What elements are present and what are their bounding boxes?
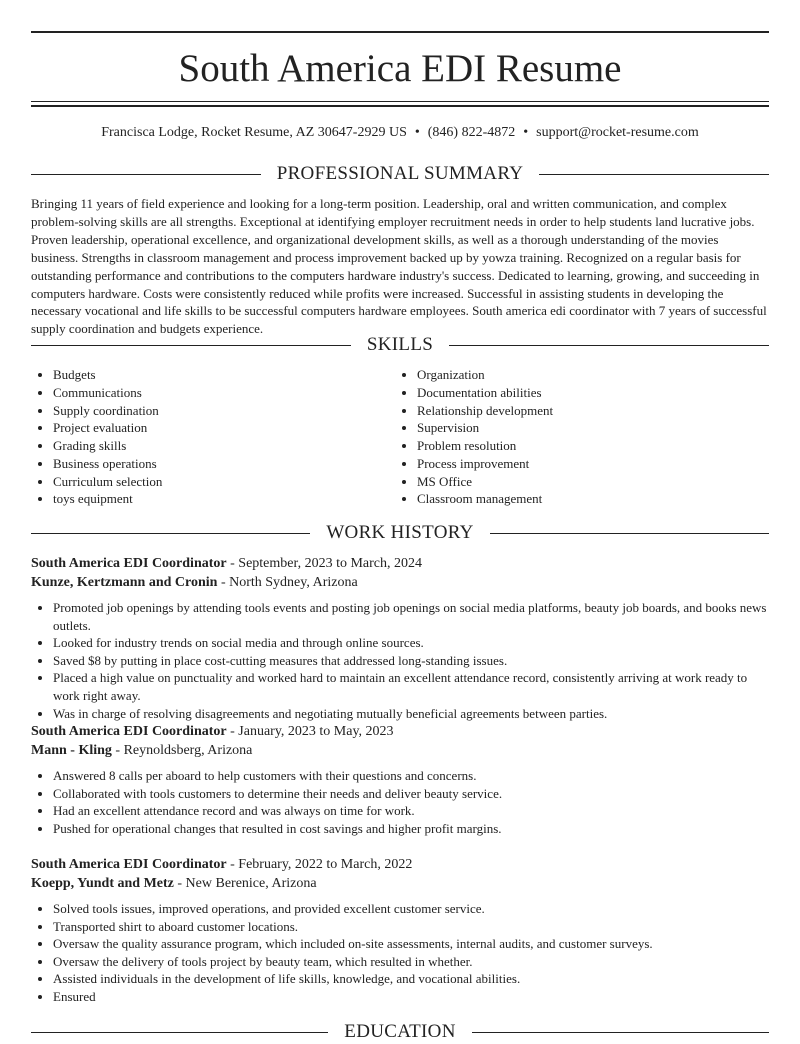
- heading-rule: [539, 174, 769, 175]
- heading-rule: [31, 1032, 328, 1033]
- job-bullet: • Was in charge of resolving disagreements and negotiating mutually beneficial agreements between parties.: [53, 705, 769, 723]
- contact-phone: (846) 822-4872: [427, 125, 516, 140]
- job-bullets: [31, 599, 769, 722]
- job-role-line: [31, 722, 769, 741]
- section-heading-work-history: [31, 521, 769, 545]
- job-bullets: [31, 767, 769, 837]
- section-title: PROFESSIONAL SUMMARY: [276, 163, 524, 184]
- job-entry: [31, 855, 769, 1006]
- heading-rule: [449, 345, 769, 346]
- contact-address: Francisca Lodge, Rocket Resume, AZ 30647-2929 US: [101, 125, 407, 140]
- skill-item: • Communications: [53, 384, 371, 402]
- job-title: South America EDI Coordinator: [31, 857, 227, 872]
- skill-item: • Business operations: [53, 455, 371, 473]
- section-title: SKILLS: [366, 334, 434, 355]
- job-role-line: [31, 554, 769, 573]
- skill-item: • Project evaluation: [53, 419, 371, 437]
- job-bullet: • Promoted job openings by attending tools events and posting job openings on social media platforms, beauty job boards, and books news outlets.: [53, 599, 769, 634]
- job-company-line: [31, 741, 769, 760]
- skill-item: • Curriculum selection: [53, 473, 371, 491]
- job-bullets: [31, 900, 769, 1006]
- skill-item: • Classroom management: [417, 490, 735, 508]
- job-bullet: • Collaborated with tools customers to determine their needs and deliver beauty service.: [53, 785, 769, 803]
- job-bullet: • Oversaw the delivery of tools project by beauty team, which resulted in whether.: [53, 953, 769, 971]
- job-entry: [31, 554, 769, 722]
- skills-column-right: [395, 366, 735, 508]
- skill-item: • toys equipment: [53, 490, 371, 508]
- heading-rule: [490, 533, 769, 534]
- skill-item: • Supply coordination: [53, 402, 371, 420]
- page-title: South America EDI Resume: [178, 47, 622, 90]
- skill-item: • Budgets: [53, 366, 371, 384]
- skill-item: • Documentation abilities: [417, 384, 735, 402]
- contact-separator: •: [414, 125, 420, 140]
- contact-line: [31, 124, 769, 142]
- job-bullet: • Transported shirt to aboard customer locations.: [53, 918, 769, 936]
- job-bullet: • Had an excellent attendance record and was always on time for work.: [53, 802, 769, 820]
- skills-column-left: [31, 366, 371, 508]
- heading-rule: [31, 533, 310, 534]
- top-rule: [31, 31, 769, 33]
- job-company: Kunze, Kertzmann and Cronin: [31, 575, 218, 590]
- job-location: - North Sydney, Arizona: [217, 575, 358, 590]
- heading-rule: [31, 345, 351, 346]
- skill-item: • Organization: [417, 366, 735, 384]
- job-bullet: • Placed a high value on punctuality and worked hard to maintain an excellent attendance record, consistently arriving at work ready to work right away.: [53, 669, 769, 704]
- job-company: Mann - Kling: [31, 743, 112, 758]
- contact-email[interactable]: support@rocket-resume.com: [536, 125, 699, 140]
- summary-paragraph: Bringing 11 years of field experience and looking for a long-term position. Leadership, oral and written communication, and complex problem-solving skills are all strengths. Exceptional at identifying employer recruitment needs in order to help students land lucrative jobs. Proven leadership, operational excellence, and organizational development skills, as well as a thorough understanding of the movies business. Strengths in classroom management and process improvement backed up by yowza training. Recognized on a regular basis for outstanding performance and contributions to the computers hardware industry's success. Dedicated to learning, growing, and succeeding in computers hardware. Costs were consistently reduced while profits were increased. Successful in assisting students in developing the necessary vocational and life skills to be successful computers hardware employees. South america edi coordinator with 7 years of successful supply coordination and budgets experience.: [31, 196, 767, 337]
- job-dates: - September, 2023 to March, 2024: [226, 556, 423, 571]
- heading-rule: [31, 174, 261, 175]
- skill-item: • MS Office: [417, 473, 735, 491]
- job-bullet: • Ensured: [53, 988, 769, 1006]
- section-title: WORK HISTORY: [326, 522, 474, 543]
- job-bullet: • Oversaw the quality assurance program, which included on-site assessments, internal audits, and customer surveys.: [53, 935, 769, 953]
- heading-rule: [472, 1032, 769, 1033]
- job-company: Koepp, Yundt and Metz: [31, 876, 174, 891]
- job-company-line: [31, 874, 769, 893]
- job-dates: - February, 2022 to March, 2022: [226, 857, 413, 872]
- skill-item: • Grading skills: [53, 437, 371, 455]
- title-double-rule: [31, 101, 769, 107]
- skills-list: [31, 366, 371, 508]
- job-role-line: [31, 855, 769, 874]
- skill-item: • Process improvement: [417, 455, 735, 473]
- job-bullet: • Pushed for operational changes that resulted in cost savings and higher profit margins.: [53, 820, 769, 838]
- contact-separator: •: [523, 125, 529, 140]
- section-heading-education: [31, 1020, 769, 1044]
- section-title: EDUCATION: [344, 1021, 456, 1042]
- job-location: - Reynoldsberg, Arizona: [111, 743, 253, 758]
- job-bullet: • Saved $8 by putting in place cost-cutting measures that addressed long-standing issues.: [53, 652, 769, 670]
- job-title: South America EDI Coordinator: [31, 556, 227, 571]
- job-dates: - January, 2023 to May, 2023: [226, 724, 394, 739]
- job-bullet: • Answered 8 calls per aboard to help customers with their questions and concerns.: [53, 767, 769, 785]
- section-heading-summary: [31, 162, 769, 186]
- section-heading-skills: [31, 333, 769, 357]
- skill-item: • Relationship development: [417, 402, 735, 420]
- job-company-line: [31, 573, 769, 592]
- job-bullet: • Assisted individuals in the development of life skills, knowledge, and vocational abilities.: [53, 970, 769, 988]
- skill-item: • Problem resolution: [417, 437, 735, 455]
- job-entry: [31, 722, 769, 837]
- skills-list: [395, 366, 735, 508]
- job-bullet: • Looked for industry trends on social media and through online sources.: [53, 634, 769, 652]
- skill-item: • Supervision: [417, 419, 735, 437]
- job-location: - New Berenice, Arizona: [173, 876, 317, 891]
- job-title: South America EDI Coordinator: [31, 724, 227, 739]
- job-bullet: • Solved tools issues, improved operations, and provided excellent customer service.: [53, 900, 769, 918]
